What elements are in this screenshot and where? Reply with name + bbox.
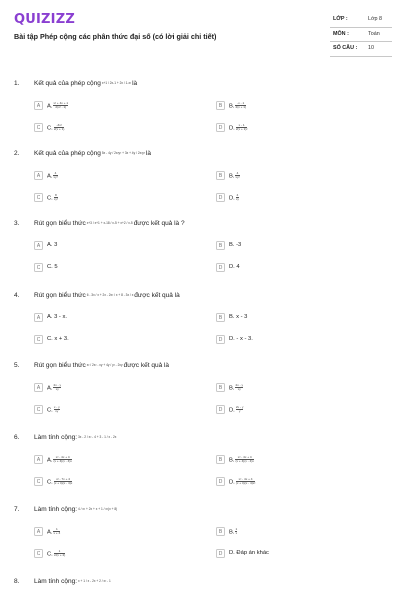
option-label: B. (229, 529, 235, 536)
question-formula: 5x - 4y / 2x²y³ + 3x + 4y / 2x²y³ (101, 150, 145, 155)
question-number: 7. (14, 506, 20, 513)
question-number: 5. (14, 362, 20, 369)
option-label: A. (47, 529, 53, 536)
question-formula: x + 1 / x - 2x + 2 / x² - 1 (78, 578, 111, 583)
answer-option-d[interactable] (216, 549, 366, 558)
answer-option-b[interactable] (216, 527, 366, 536)
option-text (47, 406, 60, 414)
option-fraction (235, 456, 253, 464)
option-fraction (53, 172, 57, 180)
option-letter-box: D (216, 123, 225, 132)
option-fraction (53, 384, 61, 392)
answer-option-c[interactable] (34, 263, 184, 272)
option-fraction (235, 172, 239, 180)
answer-option-b[interactable] (216, 313, 366, 322)
option-label: B. (229, 385, 235, 392)
option-label: A. (47, 173, 53, 180)
fraction-denominator: (x + 4)(x - 4)x (53, 481, 73, 486)
option-letter-box: C (34, 193, 43, 202)
option-text (47, 336, 69, 342)
fraction-denominator: xy (53, 387, 61, 391)
question-text (34, 80, 137, 87)
question-text (34, 150, 151, 157)
option-text (229, 102, 246, 110)
option-letter-box: A (34, 383, 43, 392)
fraction-denominator: xy (55, 409, 59, 414)
question-number: 6. (14, 434, 20, 441)
option-label: D. (229, 407, 235, 414)
fraction-denominator: xy³ (53, 175, 58, 180)
meta-label: MÔN : (333, 30, 349, 37)
answer-option-a[interactable] (34, 241, 184, 250)
option-label: C. (47, 479, 53, 486)
fraction-denominator: x + 3 (53, 531, 61, 536)
option-fraction (235, 384, 243, 392)
question-suffix: được kết quả là (123, 362, 170, 369)
question-number: 8. (14, 578, 20, 585)
answer-option-d[interactable] (216, 477, 366, 486)
meta-row-question-count (330, 42, 392, 57)
fraction-numerator: 4 (236, 193, 239, 198)
question-text (34, 220, 185, 227)
question-text (34, 434, 117, 441)
option-fraction (236, 194, 239, 202)
option-letter-box: C (34, 477, 43, 486)
option-text (229, 314, 247, 320)
worksheet-header (0, 0, 400, 70)
fraction-denominator: xy (235, 197, 239, 202)
question-number: 2. (14, 150, 20, 157)
fraction-numerator: x² + 4x + 1 (53, 101, 69, 106)
option-label: C. (47, 195, 53, 202)
option-label: D. Đáp án khác (229, 550, 269, 557)
option-label: C. x + 3. (47, 336, 69, 343)
option-label: A. 3 - x. (47, 314, 67, 321)
answer-option-c[interactable] (34, 335, 184, 344)
answer-option-c[interactable] (34, 549, 184, 558)
fraction-denominator: xy² (235, 175, 240, 180)
option-text (229, 406, 243, 414)
fraction-numerator: -x - 1 (237, 101, 245, 106)
question-formula: x+1 / 2x-1 + 2x / 1-x² (101, 80, 132, 85)
option-fraction (236, 124, 248, 132)
option-label: B. (229, 457, 235, 464)
option-letter-box: B (216, 101, 225, 110)
question-item (0, 578, 400, 600)
fraction-denominator: y (236, 409, 244, 413)
option-letter-box: B (216, 383, 225, 392)
fraction-denominator: 2(x + 1)² (235, 127, 248, 132)
question-formula: x+3 / x+1 + x-18 / x-5 + x+2 / x-5 (86, 220, 133, 225)
answer-option-a[interactable] (34, 383, 184, 392)
option-label: C. 5 (47, 264, 58, 271)
fraction-denominator: 2(x + 1) (235, 105, 247, 110)
option-fraction (53, 456, 71, 464)
meta-label: SỐ CÂU : (333, 45, 358, 51)
option-text (47, 550, 65, 558)
question-text (34, 578, 112, 585)
fraction-denominator: (x + 4)(x - 4)x (53, 459, 72, 464)
answer-option-c[interactable] (34, 477, 184, 486)
question-item (0, 434, 400, 494)
answer-option-b[interactable] (216, 241, 366, 250)
option-fraction (236, 406, 244, 414)
question-text (34, 292, 180, 299)
meta-label: LỚP : (333, 16, 348, 22)
option-text (47, 102, 68, 110)
fraction-denominator: 2(x² - 1) (55, 105, 67, 110)
question-prefix: Làm tính cộng: (34, 434, 77, 441)
option-label: D. (229, 125, 235, 132)
answer-option-d[interactable] (216, 335, 366, 344)
option-fraction (53, 102, 68, 110)
option-letter-box: C (34, 405, 43, 414)
answer-option-a[interactable] (34, 171, 184, 180)
question-prefix: Kết quả của phép cộng (34, 80, 101, 87)
option-label: C. (47, 551, 53, 558)
fraction-denominator: xy (235, 387, 243, 391)
fraction-numerator: 1 (58, 549, 61, 554)
answer-option-c[interactable] (34, 123, 184, 132)
answer-option-a[interactable] (34, 101, 184, 110)
option-text (47, 456, 72, 464)
option-letter-box: C (34, 123, 43, 132)
fraction-denominator: xy³ (53, 197, 58, 202)
fraction-numerator: 2x - y (235, 383, 244, 388)
option-fraction (235, 102, 246, 110)
answer-option-b[interactable] (216, 383, 366, 392)
question-prefix: Rút gọn biểu thức (34, 220, 86, 227)
fraction-denominator: x²(x + 2) (53, 553, 66, 558)
option-fraction (54, 194, 58, 202)
option-text (47, 172, 58, 180)
answer-option-d[interactable] (216, 263, 366, 272)
question-formula: 6 - 3x / x + 2x - 2x² / x + 8 - 3x / x (86, 292, 134, 297)
question-suffix: là (145, 150, 151, 157)
question-item (0, 150, 400, 210)
option-letter-box: A (34, 527, 43, 536)
answer-option-c[interactable] (34, 193, 184, 202)
question-prefix: Rút gọn biểu thức (34, 362, 86, 369)
option-text (229, 194, 239, 202)
option-letter-box: B (216, 241, 225, 250)
option-letter-box: D (216, 335, 225, 344)
option-letter-box: D (216, 477, 225, 486)
option-letter-box: B (216, 527, 225, 536)
option-label: B. (229, 103, 235, 110)
option-text (47, 528, 60, 536)
fraction-numerator: x - 1 (238, 123, 245, 128)
option-label: A. (47, 385, 53, 392)
option-text (229, 456, 254, 464)
option-text (47, 264, 58, 270)
meta-value: 10 (368, 45, 374, 51)
option-label: B. x - 3 (229, 314, 248, 321)
fraction-numerator: 1 (56, 527, 58, 532)
option-letter-box: C (34, 263, 43, 272)
option-letter-box: D (216, 549, 225, 558)
meta-row-subject (330, 28, 392, 43)
fraction-numerator: 4 (236, 171, 239, 176)
fraction-numerator: 4 (54, 171, 57, 176)
question-item (0, 362, 400, 422)
option-text (229, 124, 247, 132)
question-number: 1. (14, 80, 20, 87)
answer-option-d[interactable] (216, 123, 366, 132)
option-fraction (235, 528, 237, 536)
option-label: B. -3 (229, 242, 242, 249)
fraction-numerator: x - y (53, 405, 60, 410)
option-text (47, 384, 61, 392)
option-label: A. (47, 457, 53, 464)
worksheet-title: Bài tập Phép cộng các phân thức đại số (có lời giải chi tiết) (14, 32, 217, 41)
option-letter-box: B (216, 171, 225, 180)
question-item (0, 506, 400, 566)
option-fraction (53, 528, 60, 536)
fraction-denominator: x (235, 531, 238, 536)
question-prefix: Làm tính cộng: (34, 506, 77, 513)
fraction-denominator: 2(x + 1) (53, 127, 65, 132)
answer-option-b[interactable] (216, 455, 366, 464)
option-letter-box: C (34, 549, 43, 558)
option-letter-box: D (216, 263, 225, 272)
question-prefix: Rút gọn biểu thức (34, 292, 86, 299)
option-fraction (54, 406, 60, 414)
option-text (229, 478, 255, 486)
answer-option-b[interactable] (216, 171, 366, 180)
option-letter-box: C (34, 335, 43, 344)
option-label: D. (229, 479, 235, 486)
option-text (229, 528, 237, 536)
answer-option-b[interactable] (216, 101, 366, 110)
question-number: 4. (14, 292, 20, 299)
question-formula: 3x - 2 / x² - 4 + 3 - 1 / x - 2x (78, 434, 117, 439)
worksheet-meta (330, 13, 392, 57)
option-letter-box: B (216, 313, 225, 322)
fraction-numerator: x² - 4x + 4 (238, 477, 253, 482)
option-letter-box: A (34, 455, 43, 464)
option-text (229, 336, 253, 342)
answer-option-a[interactable] (34, 527, 184, 536)
option-letter-box: A (34, 101, 43, 110)
question-item (0, 292, 400, 352)
option-label: D. - x - 3. (229, 336, 253, 343)
option-text (229, 384, 243, 392)
option-text (229, 264, 240, 270)
option-label: B. (229, 173, 235, 180)
option-text (229, 242, 241, 248)
meta-value: Lớp 8 (368, 16, 383, 22)
option-fraction (54, 124, 65, 132)
option-text (229, 550, 269, 556)
quizizz-logo: QUIZIZZ (14, 12, 75, 27)
question-formula: x² / 2x² - xy + 4y / y² - 2xy (86, 362, 123, 367)
question-item (0, 220, 400, 280)
meta-row-grade (330, 13, 392, 28)
question-text (34, 362, 169, 369)
question-suffix: được kết quả là (134, 292, 180, 299)
fraction-numerator: 2x - y (235, 405, 244, 410)
answer-option-c[interactable] (34, 405, 184, 414)
option-letter-box: D (216, 193, 225, 202)
option-letter-box: A (34, 171, 43, 180)
option-letter-box: A (34, 313, 43, 322)
fraction-numerator: 2x - y (53, 383, 62, 388)
option-text (47, 194, 58, 202)
option-text (47, 478, 72, 486)
option-letter-box: D (216, 405, 225, 414)
question-prefix: Làm tính cộng: (34, 578, 77, 585)
option-letter-box: A (34, 241, 43, 250)
fraction-numerator: 8 (55, 193, 57, 198)
option-text (47, 242, 57, 248)
option-label: D. 4 (229, 264, 240, 271)
fraction-numerator: x² - 4x + 4 (237, 455, 252, 460)
question-text (34, 506, 118, 513)
meta-value: Toán (368, 30, 380, 37)
option-fraction (54, 550, 65, 558)
option-label: C. (47, 125, 53, 132)
option-fraction (236, 478, 256, 486)
answer-option-d[interactable] (216, 193, 366, 202)
option-text (47, 314, 67, 320)
option-letter-box: B (216, 455, 225, 464)
option-label: C. (47, 407, 53, 414)
question-suffix: được kết quả là ? (133, 220, 185, 227)
fraction-denominator: (x + 4)(x - 4)x² (235, 481, 256, 486)
question-prefix: Kết quả của phép cộng (34, 150, 101, 157)
option-text (47, 124, 64, 132)
question-number: 3. (14, 220, 20, 227)
fraction-numerator: -3x² (56, 123, 62, 128)
option-label: D. (229, 195, 235, 202)
question-formula: 4 / x² + 2x + x + 1 / x²(x + 8) (78, 506, 118, 511)
option-text (229, 172, 240, 180)
fraction-denominator: (x + 4)(x - 4)x (235, 459, 254, 464)
option-label: A. (47, 103, 53, 110)
question-suffix: là (132, 80, 138, 87)
question-item (0, 80, 400, 140)
fraction-numerator: x² - 4x + 4 (55, 455, 70, 460)
answer-option-a[interactable] (34, 313, 184, 322)
answer-option-a[interactable] (34, 455, 184, 464)
option-fraction (54, 478, 72, 486)
option-label: A. 3 (47, 242, 58, 249)
answer-option-d[interactable] (216, 405, 366, 414)
fraction-numerator: x² - 7x + 4 (56, 477, 70, 482)
fraction-numerator: 1 (235, 527, 238, 532)
